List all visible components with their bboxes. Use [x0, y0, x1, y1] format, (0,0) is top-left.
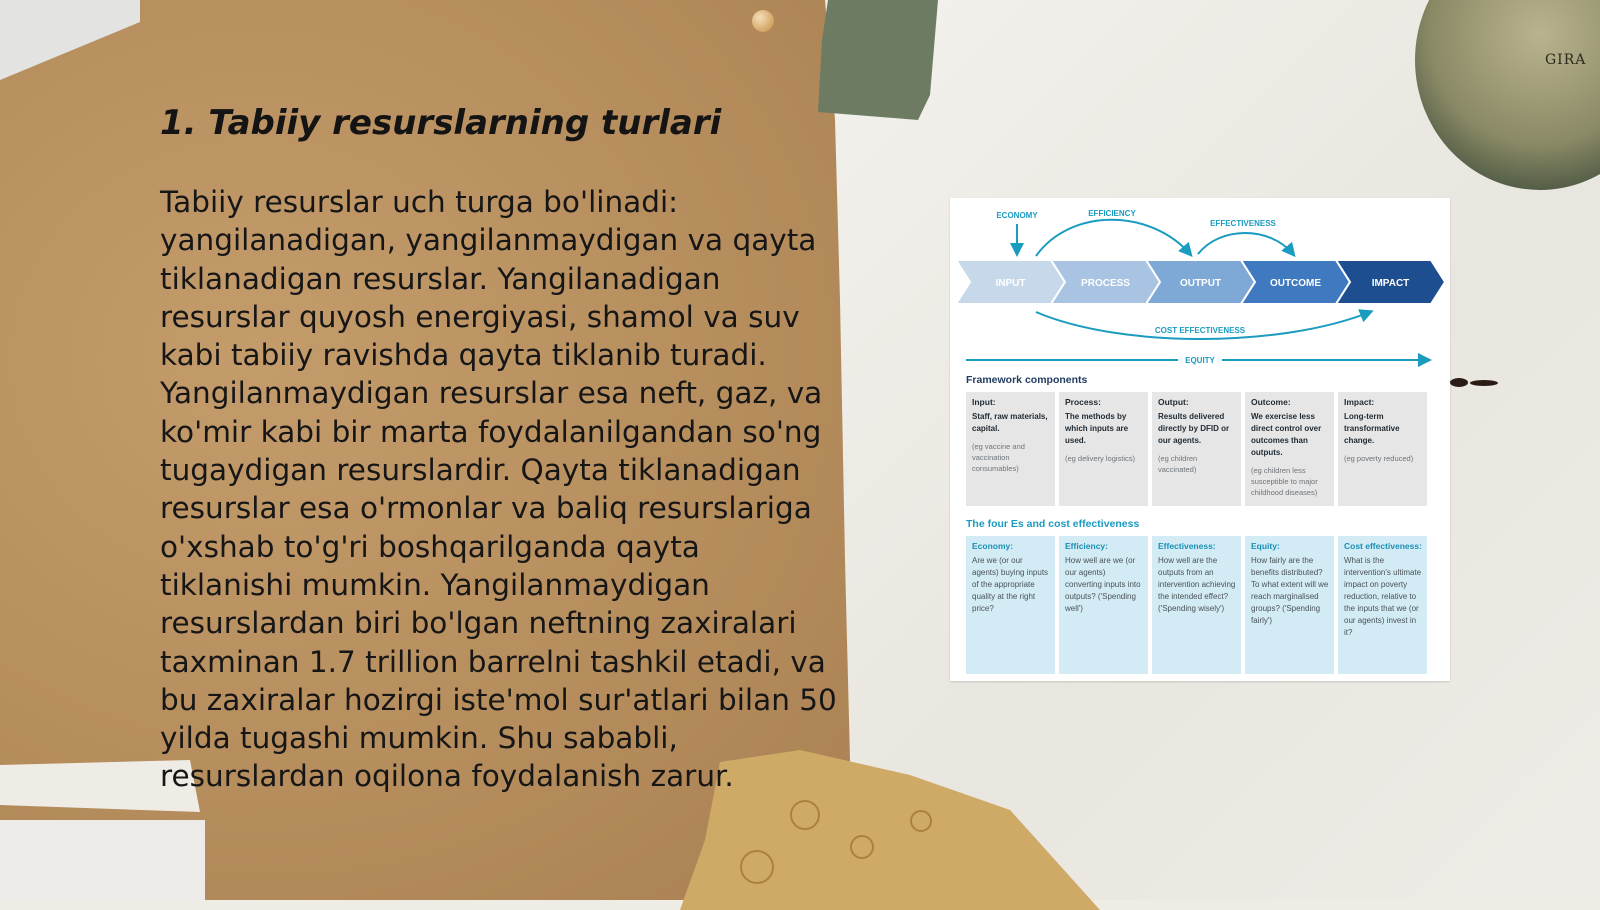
ink-splash — [1450, 378, 1468, 387]
pin-icon — [752, 10, 774, 32]
cost-effectiveness-label: COST EFFECTIVENESS — [1154, 326, 1246, 335]
body-line: tiklanishi mumkin. Yangilanmaydigan — [160, 567, 710, 602]
slide-title: 1. Tabiiy resurslarning turlari — [160, 103, 722, 143]
card-heading: Economy: — [972, 541, 1014, 551]
economy-label: ECONOMY — [996, 211, 1038, 220]
card-heading: Equity: — [1251, 541, 1280, 551]
body-line: o'xshab to'g'ri boshqarilganda qayta — [160, 529, 700, 564]
card-description: Are we (or our agents) buying inputs of the appropriate quality at the right price? — [972, 556, 1049, 613]
card-heading: Effectiveness: — [1158, 541, 1216, 551]
results-chain-chevrons — [956, 260, 1445, 304]
body-line: tugaydigan resurslardir. Qayta tiklanadigan — [160, 453, 801, 488]
slide-body-text — [160, 183, 850, 796]
body-line: kabi tabiiy ravishda qayta tiklanib turadi. — [160, 338, 767, 373]
card-example: (eg vaccine and vaccination consumables) — [972, 442, 1025, 473]
card-heading: Efficiency: — [1065, 541, 1108, 551]
body-line: Tabiiy resurslar uch turga bo'linadi: — [160, 185, 679, 219]
card-example: (eg children vaccinated) — [1158, 454, 1198, 474]
card-description: Staff, raw materials, capital. — [972, 412, 1048, 433]
effectiveness-arc — [1198, 233, 1293, 254]
card-heading: Outcome: — [1251, 397, 1291, 407]
framework-card-4 — [1338, 392, 1427, 506]
card-example: (eg children less susceptible to major childhood diseases) — [1251, 466, 1318, 497]
floral-ornament — [740, 850, 774, 884]
body-line: yilda tugashi mumkin. Shu sababli, — [160, 721, 678, 756]
framework-card-3 — [1245, 392, 1334, 506]
framework-card-0 — [966, 392, 1055, 506]
clock-label: GIRA — [1545, 52, 1587, 68]
four-es-title: The four Es and cost effectiveness — [966, 518, 1140, 530]
card-example: (eg poverty reduced) — [1344, 454, 1414, 463]
body-line: resurslardan oqilona foydalanish zarur. — [160, 759, 734, 794]
body-line: taxminan 1.7 trillion barrelni tashkil etadi, va — [160, 644, 826, 679]
chevron-label: OUTPUT — [1179, 278, 1222, 289]
results-chain-svg — [950, 198, 1450, 373]
four-es-card-1 — [1059, 536, 1148, 674]
effectiveness-label: EFFECTIVENESS — [1210, 219, 1276, 228]
body-line: ko'mir kabi bir marta foydalanilgandan so'ng — [160, 414, 822, 449]
four-es-card-2 — [1152, 536, 1241, 674]
chevron-label: INPUT — [995, 278, 1026, 289]
card-heading: Process: — [1065, 397, 1101, 407]
four-es-card-4 — [1338, 536, 1427, 674]
body-line: resurslar quyosh energiyasi, shamol va suv — [160, 299, 800, 334]
floral-ornament — [910, 810, 932, 832]
chevron-label: OUTCOME — [1269, 278, 1322, 289]
framework-diagram — [950, 198, 1450, 681]
card-heading: Output: — [1158, 397, 1189, 407]
card-description: What is the intervention's ultimate impact on poverty reduction, relative to the inputs that we (or our agents) invest in it? — [1344, 556, 1422, 637]
chevron-label: PROCESS — [1081, 278, 1130, 289]
card-description: How well are the outputs from an intervention achieving the intended effect? ('Spending wisely') — [1158, 556, 1236, 613]
equity-label: EQUITY — [1185, 356, 1215, 365]
card-description: We exercise less direct control over outcomes than outputs. — [1251, 412, 1322, 457]
body-line: resurslardan biri bo'lgan neftning zaxiralari — [160, 606, 797, 641]
card-example: (eg delivery logistics) — [1065, 454, 1136, 463]
card-description: The methods by which inputs are used. — [1065, 412, 1129, 445]
card-description: Long-term transformative change. — [1344, 412, 1400, 445]
card-heading: Impact: — [1344, 397, 1375, 407]
chevron-label: IMPACT — [1371, 278, 1410, 289]
card-description: How well are we (or our agents) converting inputs into outputs? ('Spending well') — [1065, 556, 1141, 613]
body-line: bu zaxiralar hozirgi iste'mol sur'atlari bilan 50 — [160, 682, 837, 717]
ink-splash — [1470, 380, 1498, 386]
floral-ornament — [850, 835, 874, 859]
body-line: Yangilanmaydigan resurslar esa neft, gaz, va — [160, 376, 823, 411]
framework-card-1 — [1059, 392, 1148, 506]
card-heading: Cost effectiveness: — [1344, 541, 1422, 551]
card-description: How fairly are the benefits distributed? To what extent will we reach marginalised groups? ('Spending fairly') — [1251, 556, 1329, 625]
background-corner — [0, 820, 205, 900]
four-es-card-3 — [1245, 536, 1334, 674]
card-description: Results delivered directly by DFID or our agents. — [1158, 412, 1230, 445]
four-es-card-0 — [966, 536, 1055, 674]
body-line: tiklanadigan resurslar. Yangilanadigan — [160, 261, 721, 296]
efficiency-label: EFFICIENCY — [1088, 209, 1136, 218]
framework-title: Framework components — [966, 374, 1088, 386]
body-line: yangilanadigan, yangilanmaydigan va qayta — [160, 223, 817, 258]
card-heading: Input: — [972, 397, 996, 407]
body-line: resurslar esa o'rmonlar va baliq resurslariga — [160, 491, 812, 526]
floral-ornament — [790, 800, 820, 830]
efficiency-arc — [1036, 220, 1190, 256]
green-tape — [818, 0, 938, 120]
framework-card-2 — [1152, 392, 1241, 506]
